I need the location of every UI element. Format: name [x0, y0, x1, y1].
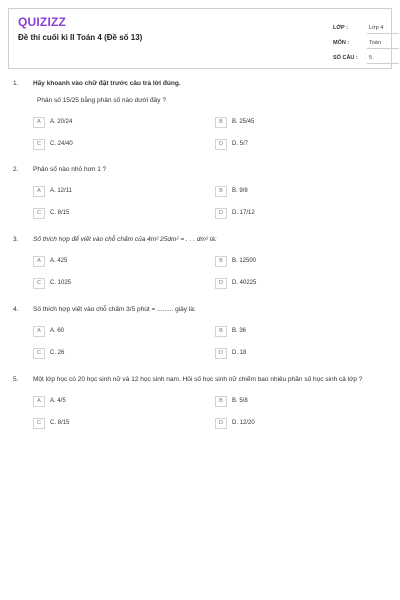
- option-letter-box[interactable]: D: [215, 139, 227, 150]
- option-text: B. 9/8: [232, 188, 248, 194]
- meta-count: [333, 51, 389, 64]
- option-text: D. 40225: [232, 280, 257, 286]
- option-letter-box[interactable]: C: [33, 139, 45, 150]
- option-text: B. 36: [232, 328, 247, 334]
- question-number: 1.: [13, 80, 19, 87]
- option-text: A. 4/5: [50, 398, 66, 404]
- option-letter-box[interactable]: B: [215, 186, 227, 197]
- quizizz-logo: QUIZIZZ: [18, 15, 67, 29]
- option-letter-box[interactable]: C: [33, 208, 45, 219]
- question-subtext: Phân số 15/25 bằng phân số nào dưới đây ?: [37, 97, 166, 104]
- option-letter-box[interactable]: B: [215, 117, 227, 128]
- option-letter-box[interactable]: A: [33, 256, 45, 267]
- question-number: 4.: [13, 306, 19, 313]
- option-text: A. 60: [50, 328, 65, 334]
- option-text: C. 24/40: [50, 141, 73, 147]
- worksheet-header: [8, 8, 392, 69]
- option-letter-box[interactable]: C: [33, 418, 45, 429]
- option-letter-box[interactable]: A: [33, 117, 45, 128]
- meta-class: [333, 21, 389, 34]
- option-letter-box[interactable]: B: [215, 256, 227, 267]
- option-letter-box[interactable]: A: [33, 396, 45, 407]
- meta-class-value: Lớp 4: [369, 25, 384, 31]
- meta-count-value: 5: [369, 55, 373, 61]
- question-number: 3.: [13, 236, 19, 243]
- option-text: D. 17/12: [232, 210, 255, 216]
- option-text: C. 1025: [50, 280, 72, 286]
- option-letter-box[interactable]: D: [215, 208, 227, 219]
- question-text: Số thích hợp để viết vào chỗ chấm của 4m² 25dm² = . . . dm² là:: [33, 236, 217, 243]
- option-letter-box[interactable]: A: [33, 186, 45, 197]
- meta-subject: [333, 36, 389, 49]
- option-text: A. 425: [50, 258, 68, 264]
- question-text: Hãy khoanh vào chữ đặt trước câu trả lời đúng.: [33, 80, 181, 87]
- page-title: Đề thi cuối kì II Toán 4 (Đề số 13): [18, 33, 143, 42]
- option-text: D. 18: [232, 350, 247, 356]
- option-letter-box[interactable]: D: [215, 278, 227, 289]
- option-text: A. 12/11: [50, 188, 72, 194]
- option-text: B. 5/8: [232, 398, 248, 404]
- option-text: C. 8/15: [50, 420, 70, 426]
- meta-subject-value: Toán: [369, 40, 381, 46]
- option-text: D. 5/7: [232, 141, 249, 147]
- question-text: Số thích hợp viết vào chỗ chấm 3/5 phút = ......... giây là:: [33, 306, 196, 313]
- meta-divider: [367, 33, 399, 34]
- question-text: Một lớp học có 20 học sinh nữ và 12 học sinh nam. Hỏi số học sinh nữ chiếm bao nhiêu phần số học sinh cả lớp ?: [33, 376, 363, 383]
- meta-subject-label: MÔN :: [333, 40, 350, 46]
- option-text: B. 25/45: [232, 119, 255, 125]
- meta-divider: [367, 63, 399, 64]
- meta-divider: [367, 48, 399, 49]
- meta-count-label: SỐ CÂU :: [333, 55, 358, 61]
- option-text: A. 20/24: [50, 119, 73, 125]
- meta-class-label: LỚP :: [333, 25, 348, 31]
- question-number: 2.: [13, 166, 19, 173]
- option-letter-box[interactable]: C: [33, 278, 45, 289]
- option-letter-box[interactable]: B: [215, 396, 227, 407]
- option-text: D. 12/20: [232, 420, 255, 426]
- option-text: C. 26: [50, 350, 65, 356]
- option-letter-box[interactable]: B: [215, 326, 227, 337]
- option-text: B. 12500: [232, 258, 257, 264]
- option-letter-box[interactable]: D: [215, 348, 227, 359]
- option-text: C. 8/15: [50, 210, 70, 216]
- question-number: 5.: [13, 376, 19, 383]
- option-letter-box[interactable]: D: [215, 418, 227, 429]
- option-letter-box[interactable]: C: [33, 348, 45, 359]
- option-letter-box[interactable]: A: [33, 326, 45, 337]
- question-text: Phân số nào nhỏ hơn 1 ?: [33, 166, 107, 173]
